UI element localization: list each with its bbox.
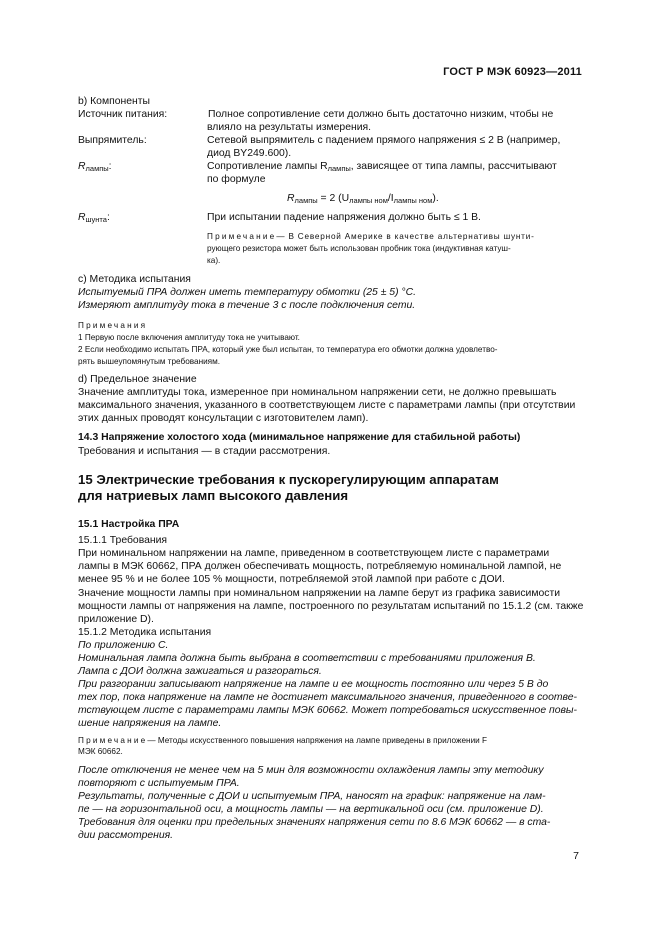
rectifier-text-1: Сетевой выпрямитель с падением прямого напряжения ≤ 2 В (например,: [207, 135, 561, 146]
r-lamp-symbol: R: [78, 161, 86, 172]
method-note-2b: рять вышеупомянутым требованиям.: [78, 357, 220, 366]
components-heading: b) Компоненты: [78, 96, 150, 107]
r-lamp-colon: :: [108, 161, 112, 172]
method-heading: c) Методика испытания: [78, 274, 191, 285]
limit-heading: d) Предельное значение: [78, 374, 197, 385]
rectifier-label: Выпрямитель:: [78, 135, 147, 146]
method-note-line-2: МЭК 60662.: [78, 747, 123, 756]
italic-para-4-line-1: При разгорании записывают напряжение на лампе и ее мощность постоянно или через 5 В до: [78, 679, 549, 690]
r-shunt-text: При испытании падение напряжения должно быть ≤ 1 В.: [207, 212, 481, 223]
italic-line-2: Номинальная лампа должна быть выбрана в соответствии с требованиями приложения В.: [78, 653, 536, 664]
formula-mid: = 2 (U: [317, 193, 350, 204]
limit-line-2: максимального значения, указанного в соответствующем листе с параметрами лампы (при отсутствии: [78, 400, 576, 411]
para-1-line-2: лампы в МЭК 60662, ПРА должен обеспечивать мощность, потребляемую номинальной лампой, не: [78, 561, 562, 572]
formula-i-sub: лампы ном: [393, 196, 433, 205]
section-14-3-text: Требования и испытания — в стадии рассмотрения.: [78, 446, 331, 457]
italic-para-4-line-2: тех пор, пока напряжение на лампе не достигнет максимального значения, приведенного в соотве-: [78, 692, 577, 703]
r-lamp-text-1-sub: лампы: [327, 164, 351, 173]
r-lamp-text-1b: , зависящее от типа лампы, рассчитывают: [350, 161, 557, 172]
method-notes-heading: Примечания: [78, 321, 148, 330]
method-note-line-1: [78, 735, 487, 746]
section-15-1-2-heading: 15.1.2 Методика испытания: [78, 627, 212, 638]
italic-line-3: Лампа с ДОИ должна зажигаться и разгораться.: [78, 666, 322, 677]
na-note-line-2: рующего резистора может быть использован пробник тока (индуктивная катуш-: [207, 244, 511, 253]
na-note-line-3: ка).: [207, 256, 221, 265]
method-note-word: Примечание: [78, 736, 148, 745]
formula-slash: /I: [387, 193, 394, 204]
limit-line-1: Значение амплитуды тока, измеренное при номинальном напряжении сети, не должно превышать: [78, 387, 557, 398]
standard-header: ГОСТ Р МЭК 60923—2011: [443, 66, 582, 78]
para-2-line-2: мощности лампы от напряжения на лампе, построенного по результатам испытаний по 15.1.2 (см. также: [78, 601, 584, 612]
italic-para-4-line-4: шение напряжения на лампе.: [78, 718, 222, 729]
italic-para-6-line-1: Результаты, полученные с ДОИ и испытуемым ПРА, наносят на график: напряжение на лам-: [78, 791, 546, 802]
r-lamp-subscript: лампы: [85, 164, 109, 173]
para-2-line-3: приложение D).: [78, 614, 154, 625]
formula-end: ).: [432, 193, 439, 204]
italic-para-4-line-3: тствующем листе с параметрами лампы МЭК 60662. Может потребоваться искусственное повы-: [78, 705, 578, 716]
method-note-1: 1 Первую после включения амплитуду тока не учитывают.: [78, 333, 300, 342]
method-note-2a: 2 Если необходимо испытать ПРА, который уже был испытан, то температура его обмотки должна удовлетво-: [78, 345, 498, 354]
r-shunt-label: [78, 211, 110, 226]
formula-r-sub: лампы: [294, 196, 318, 205]
section-15-title-1: 15 Электрические требования к пускорегулирующим аппаратам: [78, 472, 499, 487]
italic-line-1: По приложению С.: [78, 640, 169, 651]
r-shunt-symbol: R: [78, 212, 86, 223]
r-shunt-colon: :: [106, 212, 110, 223]
para-2-line-1: Значение мощности лампы при номинальном напряжении на лампе берут из графика зависимости: [78, 588, 561, 599]
section-15-title-2: для натриевых ламп высокого давления: [78, 488, 349, 503]
limit-line-3: этих данных проводят консультации с изготовителем ламп).: [78, 413, 369, 424]
method-line-2: Измеряют амплитуду тока в течение 3 с после подключения сети.: [78, 300, 416, 311]
lamp-resistance-formula: [287, 192, 439, 207]
section-15-1-heading: 15.1 Настройка ПРА: [78, 519, 180, 530]
supply-label: Источник питания:: [78, 109, 168, 120]
formula-u-sub: лампы ном: [349, 196, 388, 205]
para-1-line-3: менее 95 % и не более 105 % мощности, потребляемой этой лампой при работе с ДОИ.: [78, 574, 505, 585]
italic-para-5-line-1: После отключения не менее чем на 5 мин для возможности охлаждения лампы эту методику: [78, 765, 544, 776]
rectifier-text-2: диод BY249.600).: [207, 148, 292, 159]
method-line-1: Испытуемый ПРА должен иметь температуру обмотки (25 ± 5) °С.: [78, 287, 416, 298]
r-lamp-label: [78, 160, 112, 175]
page-number: 7: [573, 850, 579, 862]
section-15-1-1-heading: 15.1.1 Требования: [78, 535, 168, 546]
formula-r: R: [287, 193, 295, 204]
italic-para-7-line-2: дии рассмотрения.: [78, 830, 174, 841]
supply-text-2: влияло на результаты измерения.: [207, 122, 372, 133]
note-word: Примечание: [207, 232, 277, 241]
method-note-text-1: — Методы искусственного повышения напряжения на лампе приведены в приложении F: [147, 736, 487, 745]
section-14-3-heading: 14.3 Напряжение холостого хода (минимальное напряжение для стабильной работы): [78, 432, 521, 443]
r-shunt-subscript: шунта: [85, 215, 107, 224]
italic-para-5-line-2: повторяют с испытуемым ПРА.: [78, 778, 240, 789]
para-1-line-1: При номинальном напряжении на лампе, приведенном в соответствующем листе с параметрами: [78, 548, 550, 559]
r-lamp-text-1a: Сопротивление лампы R: [207, 161, 328, 172]
na-note-line-1: [207, 231, 535, 242]
italic-para-6-line-2: пе — на горизонтальной оси, а мощность лампы — на вертикальной оси (см. приложение D).: [78, 804, 544, 815]
italic-para-7-line-1: Требования для оценки при предельных значениях напряжения сети по 8.6 МЭК 60662 — в ста-: [78, 817, 551, 828]
supply-text-1: Полное сопротивление сети должно быть достаточно низким, чтобы не: [208, 109, 554, 120]
r-lamp-text-2: по формуле: [207, 174, 266, 185]
na-note-text-1: — В Северной Америке в качестве альтернативы шунти-: [276, 232, 535, 241]
